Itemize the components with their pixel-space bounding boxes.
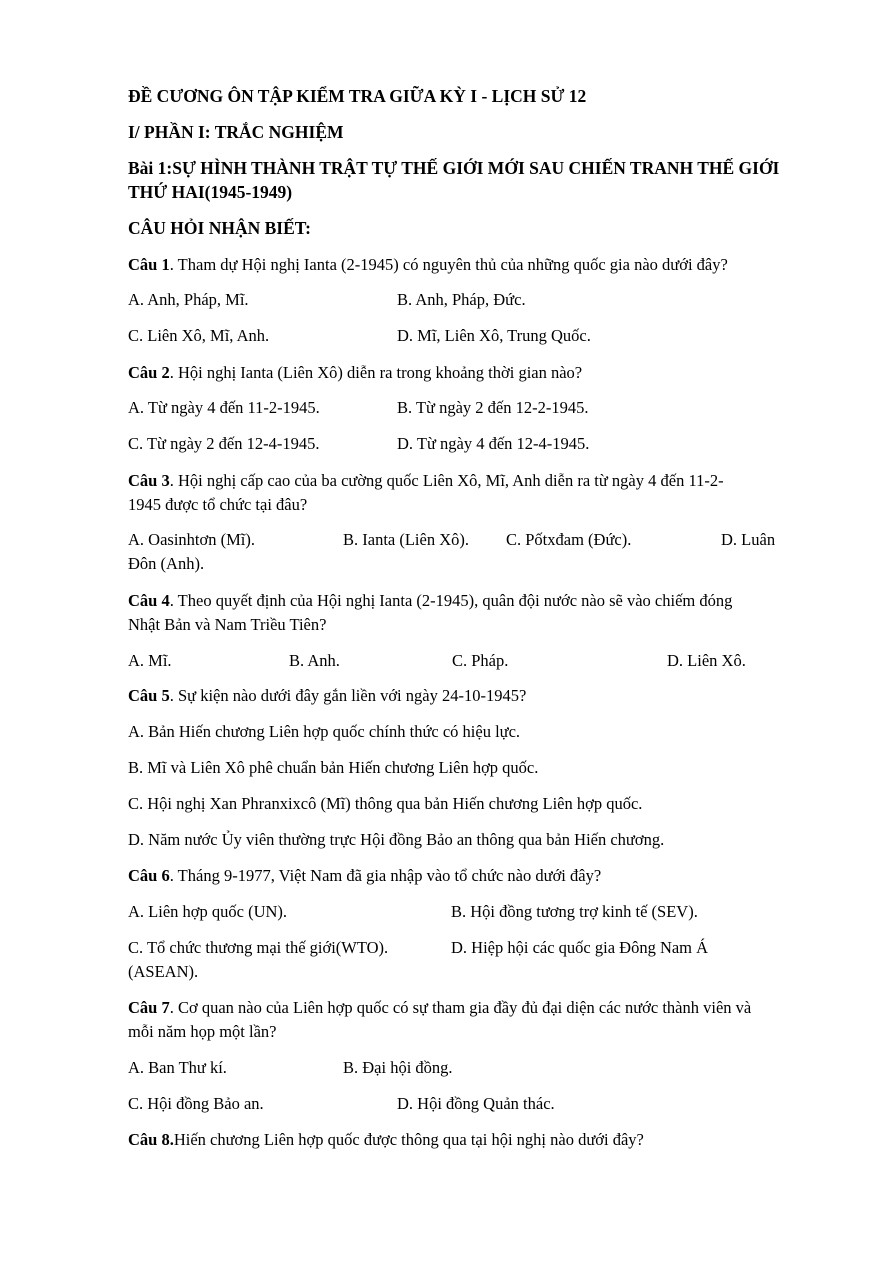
question-text: . Tham dự Hội nghị Ianta (2-1945) có nguyên thủ của những quốc gia nào dưới đây? [169, 255, 728, 274]
q2-option-c: C. Từ ngày 2 đến 12-4-1945. [128, 434, 320, 453]
q5-option-c: C. Hội nghị Xan Phranxixcô (Mĩ) thông qua bản Hiến chương Liên hợp quốc. [128, 794, 643, 813]
lesson-heading-line2: THỨ HAI(1945-1949) [128, 182, 293, 202]
question-5 [128, 684, 526, 708]
question-label: Câu 1 [128, 255, 170, 274]
question-text: Hiến chương Liên hợp quốc được thông qua tại hội nghị nào dưới đây? [173, 1130, 644, 1149]
question-3-line2: 1945 được tổ chức tại đâu? [128, 495, 308, 514]
q1-option-b: B. Anh, Pháp, Đức. [397, 290, 526, 309]
section-heading: CÂU HỎI NHẬN BIẾT: [128, 218, 311, 238]
q6-option-b: B. Hội đồng tương trợ kinh tế (SEV). [451, 902, 698, 921]
question-3 [128, 469, 724, 493]
question-8 [128, 1128, 644, 1152]
q6-option-d-continued: (ASEAN). [128, 962, 199, 981]
q4-option-c: C. Pháp. [452, 651, 509, 670]
question-label: Câu 8. [128, 1130, 174, 1149]
question-text-line1: . Theo quyết định của Hội nghị Ianta (2-1945), quân đội nước nào sẽ vào chiếm đóng [169, 591, 733, 610]
q2-option-d: D. Từ ngày 4 đến 12-4-1945. [397, 434, 590, 453]
question-label: Câu 2 [128, 363, 170, 382]
q5-option-d: D. Năm nước Ủy viên thường trực Hội đồng Bảo an thông qua bản Hiến chương. [128, 830, 665, 849]
q4-option-a: A. Mĩ. [128, 651, 172, 670]
question-text: . Tháng 9-1977, Việt Nam đã gia nhập vào tổ chức nào dưới đây? [169, 866, 602, 885]
question-text: . Hội nghị Ianta (Liên Xô) diễn ra trong khoảng thời gian nào? [169, 363, 583, 382]
q2-option-a: A. Từ ngày 4 đến 11-2-1945. [128, 398, 320, 417]
q4-option-b: B. Anh. [289, 651, 340, 670]
question-2 [128, 361, 582, 385]
q7-option-b: B. Đại hội đồng. [343, 1058, 453, 1077]
question-7-line2: mỗi năm họp một lần? [128, 1022, 277, 1041]
question-4 [128, 589, 732, 613]
q7-option-d: D. Hội đồng Quản thác. [397, 1094, 555, 1113]
question-7 [128, 996, 751, 1020]
q5-option-a: A. Bản Hiến chương Liên hợp quốc chính thức có hiệu lực. [128, 722, 521, 741]
question-label: Câu 5 [128, 686, 170, 705]
q6-option-c: C. Tổ chức thương mại thế giới(WTO). [128, 938, 389, 957]
document-title: ĐỀ CƯƠNG ÔN TẬP KIỂM TRA GIỮA KỲ I - LỊCH SỬ 12 [128, 86, 587, 106]
q1-option-c: C. Liên Xô, Mĩ, Anh. [128, 326, 270, 345]
q6-option-d: D. Hiệp hội các quốc gia Đông Nam Á [451, 938, 709, 957]
question-label: Câu 3 [128, 471, 170, 490]
question-1 [128, 253, 728, 277]
part-heading: I/ PHẦN I: TRẮC NGHIỆM [128, 122, 344, 142]
q3-option-d: D. Luân [721, 530, 776, 549]
q5-option-b: B. Mĩ và Liên Xô phê chuẩn bản Hiến chương Liên hợp quốc. [128, 758, 539, 777]
q3-option-c: C. Pốtxđam (Đức). [506, 530, 632, 549]
q3-option-d-continued: Đôn (Anh). [128, 554, 205, 573]
question-text-line1: . Cơ quan nào của Liên hợp quốc có sự tham gia đầy đủ đại diện các nước thành viên và [169, 998, 752, 1017]
q4-option-d: D. Liên Xô. [667, 651, 746, 670]
question-label: Câu 4 [128, 591, 170, 610]
q3-option-a: A. Oasinhtơn (Mĩ). [128, 530, 255, 549]
question-label: Câu 7 [128, 998, 170, 1017]
q6-option-a: A. Liên hợp quốc (UN). [128, 902, 288, 921]
q7-option-a: A. Ban Thư kí. [128, 1058, 227, 1077]
q2-option-b: B. Từ ngày 2 đến 12-2-1945. [397, 398, 589, 417]
lesson-heading-line1: Bài 1:SỰ HÌNH THÀNH TRẬT TỰ THẾ GIỚI MỚI SAU CHIẾN TRANH THẾ GIỚI [128, 158, 780, 178]
q7-option-c: C. Hội đồng Bảo an. [128, 1094, 264, 1113]
question-text: . Sự kiện nào dưới đây gắn liền với ngày 24-10-1945? [169, 686, 527, 705]
q3-option-b: B. Ianta (Liên Xô). [343, 530, 469, 549]
question-text-line1: . Hội nghị cấp cao của ba cường quốc Liên Xô, Mĩ, Anh diễn ra từ ngày 4 đến 11-2- [169, 471, 724, 490]
question-6 [128, 864, 601, 888]
question-label: Câu 6 [128, 866, 170, 885]
question-4-line2: Nhật Bản và Nam Triều Tiên? [128, 615, 327, 634]
q1-option-d: D. Mĩ, Liên Xô, Trung Quốc. [397, 326, 591, 345]
q1-option-a: A. Anh, Pháp, Mĩ. [128, 290, 249, 309]
